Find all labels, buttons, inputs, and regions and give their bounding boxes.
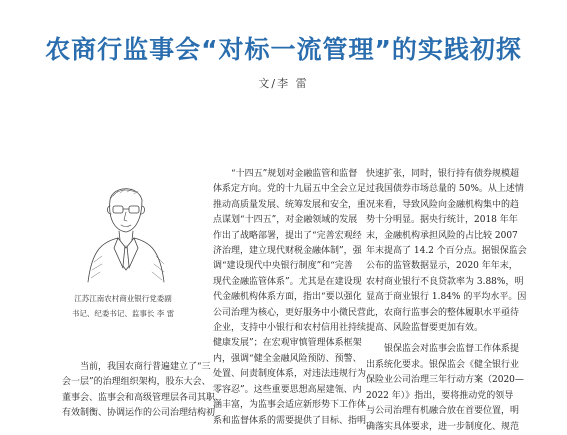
text-line: 2022 年）》指出，要将推动党的领导	[366, 390, 514, 401]
text-line: 公布的监管数据显示，2020 年年末，	[366, 261, 518, 272]
text-line: 系和监督体系的需要提供了目标、指明	[213, 415, 367, 426]
text-line: 涵丰富，为监事会适应新形势下工作体	[213, 400, 367, 411]
text-line: 内，强调“健全金融风险预防、预警、	[213, 353, 362, 364]
text-line: 确落实具体要求，进一步制度化、规范	[366, 421, 520, 432]
text-line: 济治理，建立现代财税金融体制”，强	[213, 246, 362, 257]
text-line: 农村商业银行不良贷款率为 3.88%，明	[366, 276, 524, 287]
text-line: 公司治理为核心，更好服务中小微民营	[213, 307, 367, 318]
text-line: 处置、问责制度体系，对违法违规行为	[213, 369, 367, 380]
text-line: 作出了战略部署，提出了“完善宏观经	[213, 230, 362, 241]
body-column-1	[62, 360, 225, 422]
body-column-2	[213, 167, 367, 429]
body-column-3	[366, 167, 527, 435]
portrait-caption-line2: 书记、纪委书记、监事长 李 雷	[71, 309, 175, 318]
author-portrait-sketch	[80, 178, 170, 283]
text-line: 势十分明显。据央行统计，2018 年年	[366, 215, 518, 226]
text-line: 出系统化要求。银保监会《健全银行业	[366, 359, 520, 370]
portrait-caption-line1: 江苏江南农村商业银行党委副	[74, 294, 172, 303]
text-line: 快速扩张，同时，银行持有债券规模超	[366, 169, 520, 179]
text-line: 零容忍”。这些重要思想高屋建瓴、内	[213, 384, 362, 395]
text-line: 末，金融机构承担风险的占比较 2007	[366, 230, 518, 241]
text-line: 显高于商业银行 1.84% 的平均水平。因	[366, 292, 527, 303]
text-line: 企业，支持中小银行和农村信用社持续	[213, 323, 367, 334]
text-line: 与公司治理有机融合放在首要位置，明	[366, 406, 520, 417]
text-line: 健康发展”；在宏观审慎管理体系框架	[213, 338, 362, 349]
text-line: 当前，我国农商行普遍建立了“三	[80, 362, 211, 372]
text-line: 保险业公司治理三年行动方案（2020—	[366, 375, 524, 386]
article-title: 农商行监事会“对标一流管理”的实践初探	[45, 35, 522, 64]
text-line: 年末提高了 14.2 个百分点。据银保监会	[366, 246, 527, 257]
text-line: 代金融机构体系方面，指出“要以强化	[213, 292, 362, 303]
text-line: 点谋划“十四五”，对金融领域的发展	[213, 215, 358, 226]
text-line: 会一层”的治理组织架构，股东大会、	[62, 377, 211, 388]
text-line: 董事会、监事会和高级管理层各司其职、	[62, 392, 225, 403]
text-line: “十四五”规划对金融监管和监督	[231, 169, 358, 179]
text-line: 有效制衡、协调运作的公司治理结构初	[62, 408, 216, 419]
text-line: 调“建设现代中央银行制度”和“完善	[213, 261, 353, 272]
text-line: 况来看，导致风险向金融机构集中的趋	[366, 199, 520, 210]
text-line: 体系定方向。党的十九届五中全会立足	[213, 184, 367, 195]
text-line: 过我国债券市场总量的 50%。从上述情	[366, 184, 524, 195]
text-line: 推动高质量发展、统筹发展和安全，重	[213, 199, 367, 210]
text-line: 提高、风险监督要更加有效。	[366, 323, 484, 334]
text-line: 银保监会对监事会监督工作体系提	[384, 344, 520, 355]
text-line: 现代金融监管体系”。尤其是在建设现	[213, 276, 362, 287]
author-byline: 文/李 雷	[258, 77, 309, 90]
text-line: 此，农商行监事会的整体履职水平亟待	[366, 307, 520, 318]
